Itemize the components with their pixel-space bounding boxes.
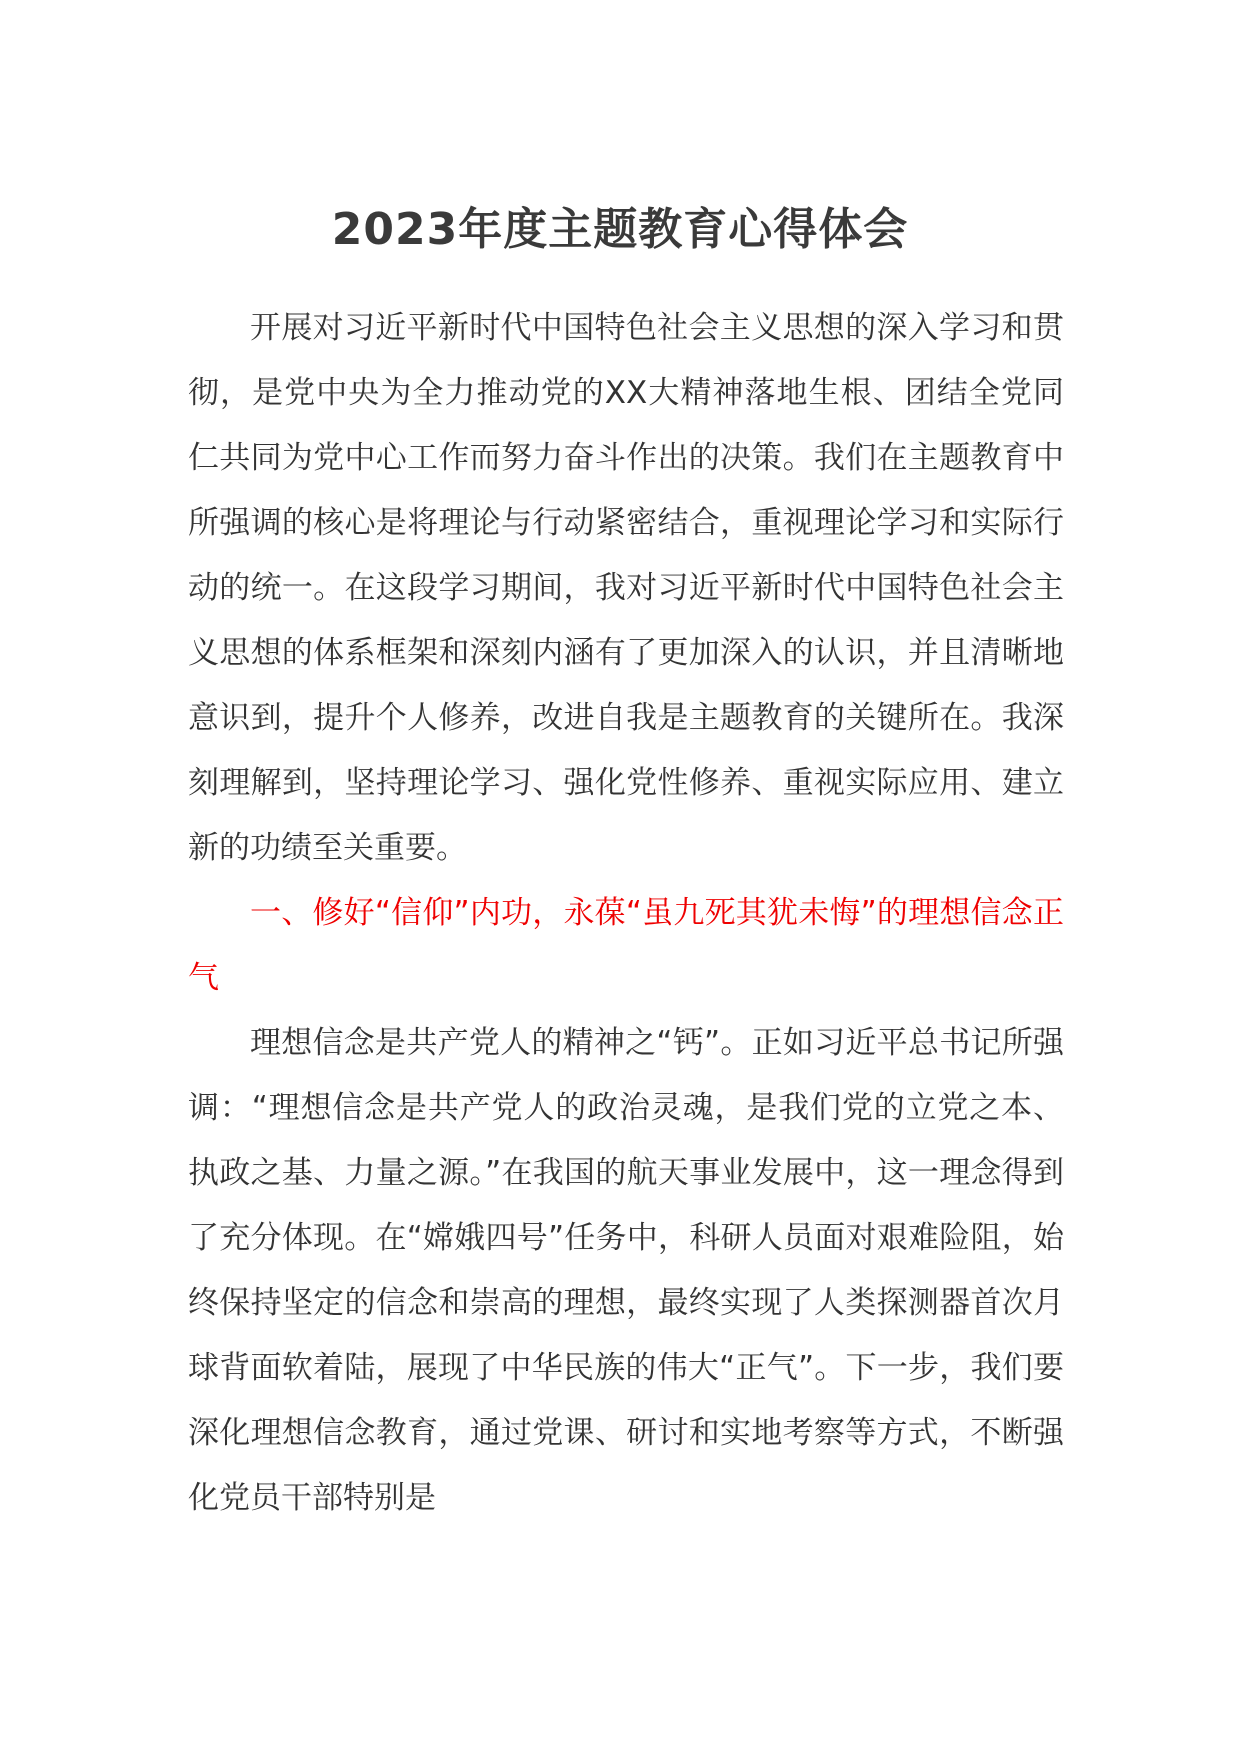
document-body [188, 296, 1064, 1531]
section-heading-1: 一、修好“信仰”内功，永葆“虽九死其犹未悔”的理想信念正气 [188, 895, 1064, 996]
section-1-paragraph: 理想信念是共产党人的精神之“钙”。正如习近平总书记所强调：“理想信念是共产党人的政治灵魂，是我们党的立党之本、执政之基、力量之源。”在我国的航天事业发展中，这一理念得到了充分体现。在“嫦娥四号”任务中，科研人员面对艰难险阻，始终保持坚定的信念和崇高的理想，最终实现了人类探测器首次月球背面软着陆，展现了中华民族的伟大“正气”。下一步，我们要深化理想信念教育，通过党课、研讨和实地考察等方式，不断强化党员干部特别是 [188, 1025, 1064, 1516]
intro-paragraph: 开展对习近平新时代中国特色社会主义思想的深入学习和贯彻，是党中央为全力推动党的XX大精神落地生根、团结全党同仁共同为党中心工作而努力奋斗作出的决策。我们在主题教育中所强调的核心是将理论与行动紧密结合，重视理论学习和实际行动的统一。在这段学习期间，我对习近平新时代中国特色社会主义思想的体系框架和深刻内涵有了更加深入的认识，并且清晰地意识到，提升个人修养，改进自我是主题教育的关键所在。我深刻理解到，坚持理论学习、强化党性修养、重视实际应用、建立新的功绩至关重要。 [188, 310, 1064, 866]
document-title: 2023年度主题教育心得体会 [331, 204, 909, 255]
